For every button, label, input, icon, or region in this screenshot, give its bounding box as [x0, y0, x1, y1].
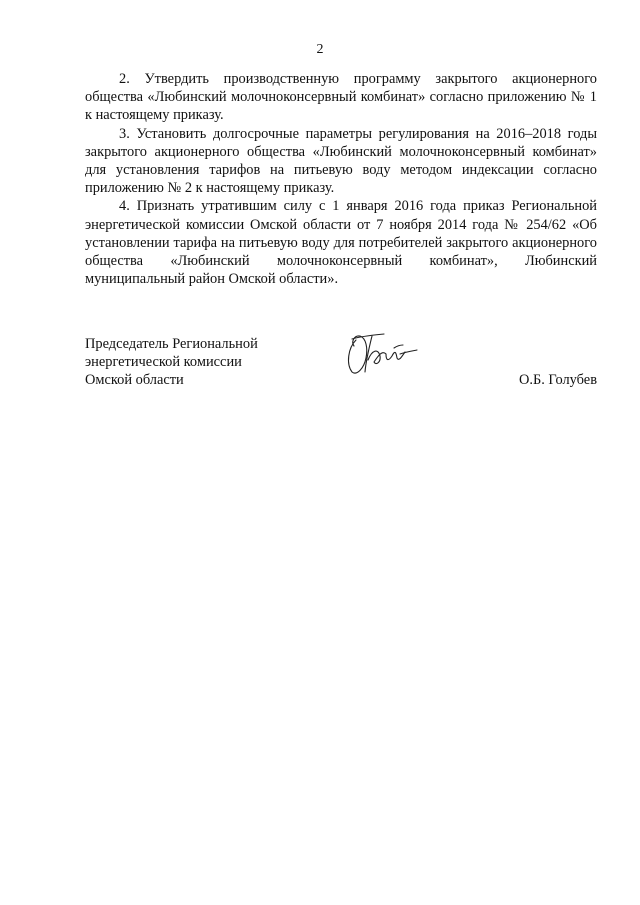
signer-title-line: Председатель Региональной [85, 336, 258, 352]
paragraph-4: 4. Признать утратившим силу с 1 января 2016 года приказ Региональной энергетической комиссии Омской области от 7 ноября 2014 года № 254/62 «Об установлении тарифа на питьевую воду для потребителей закрытого акционерного общества «Любинский молочноконсервный комбинат», Любинский муниципальный район Омской области». [85, 198, 597, 288]
signer-title-line: энергетической комиссии [85, 354, 242, 371]
signer-title [85, 335, 258, 390]
paragraph-3: 3. Установить долгосрочные параметры регулирования на 2016–2018 годы закрытого акционерного общества «Любинский молочноконсервный комбинат» для установления тарифов на питьевую воду методом индексации согласно приложению № 2 к настоящему приказу. [85, 125, 597, 197]
signer-title-line: Омской области [85, 372, 184, 389]
signer-name: О.Б. Голубев [518, 372, 597, 389]
page-number: 2 [316, 42, 324, 57]
document-body [85, 70, 597, 288]
paragraph-2: 2. Утвердить производственную программу закрытого акционерного общества «Любинский молочноконсервный комбинат» согласно приложению № 1 к настоящему приказу. [85, 71, 597, 124]
handwritten-signature [342, 330, 420, 378]
signature-block [85, 335, 597, 395]
